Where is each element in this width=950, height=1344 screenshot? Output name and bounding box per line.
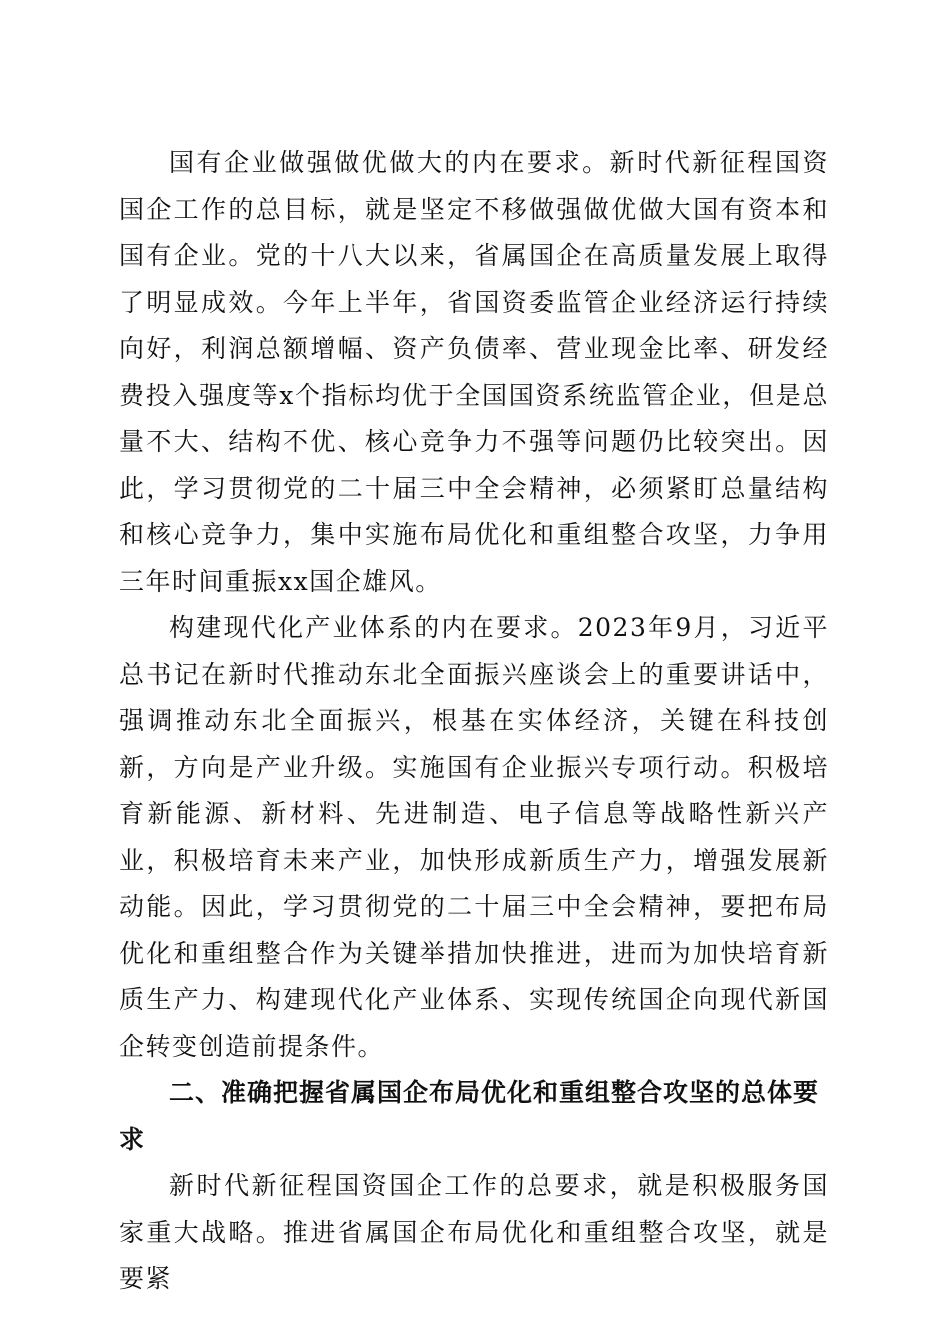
paragraph-general-requirement: 新时代新征程国资国企工作的总要求，就是积极服务国家重大战略。推进省属国企布局优化和重组整合攻坚，就是要紧 <box>119 1171 829 1293</box>
paragraph-industrial-system: 构建现代化产业体系的内在要求。2023年9月，习近平总书记在新时代推动东北全面振兴座谈会上的重要讲话中，强调推动东北全面振兴，根基在实体经济，关键在科技创新，方向是产业升级。实施国有企业振兴专项行动。积极培育新能源、新材料、先进制造、电子信息等战略性新兴产业，积极培育未来产业，加快形成新质生产力，增强发展新动能。因此，学习贯彻党的二十届三中全会精神，要把布局优化和重组整合作为关键举措加快推进，进而为加快培育新质生产力、构建现代化产业体系、实现传统国企向现代新国企转变创造前提条件。 <box>119 613 829 1061</box>
document-body <box>119 140 829 1303</box>
paragraph-soe-requirement: 国有企业做强做优做大的内在要求。新时代新征程国资国企工作的总目标，就是坚定不移做强做优做大国有资本和国有企业。党的十八大以来，省属国企在高质量发展上取得了明显成效。今年上半年，省国资委监管企业经济运行持续向好，利润总额增幅、资产负债率、营业现金比率、研发经费投入强度等x个指标均优于全国国资系统监管企业，但是总量不大、结构不优、核心竞争力不强等问题仍比较突出。因此，学习贯彻党的二十届三中全会精神，必须紧盯总量结构和核心竞争力，集中实施布局优化和重组整合攻坚，力争用三年时间重振xx国企雄风。 <box>119 148 829 596</box>
section-heading: 二、准确把握省属国企布局优化和重组整合攻坚的总体要求 <box>119 1078 820 1154</box>
